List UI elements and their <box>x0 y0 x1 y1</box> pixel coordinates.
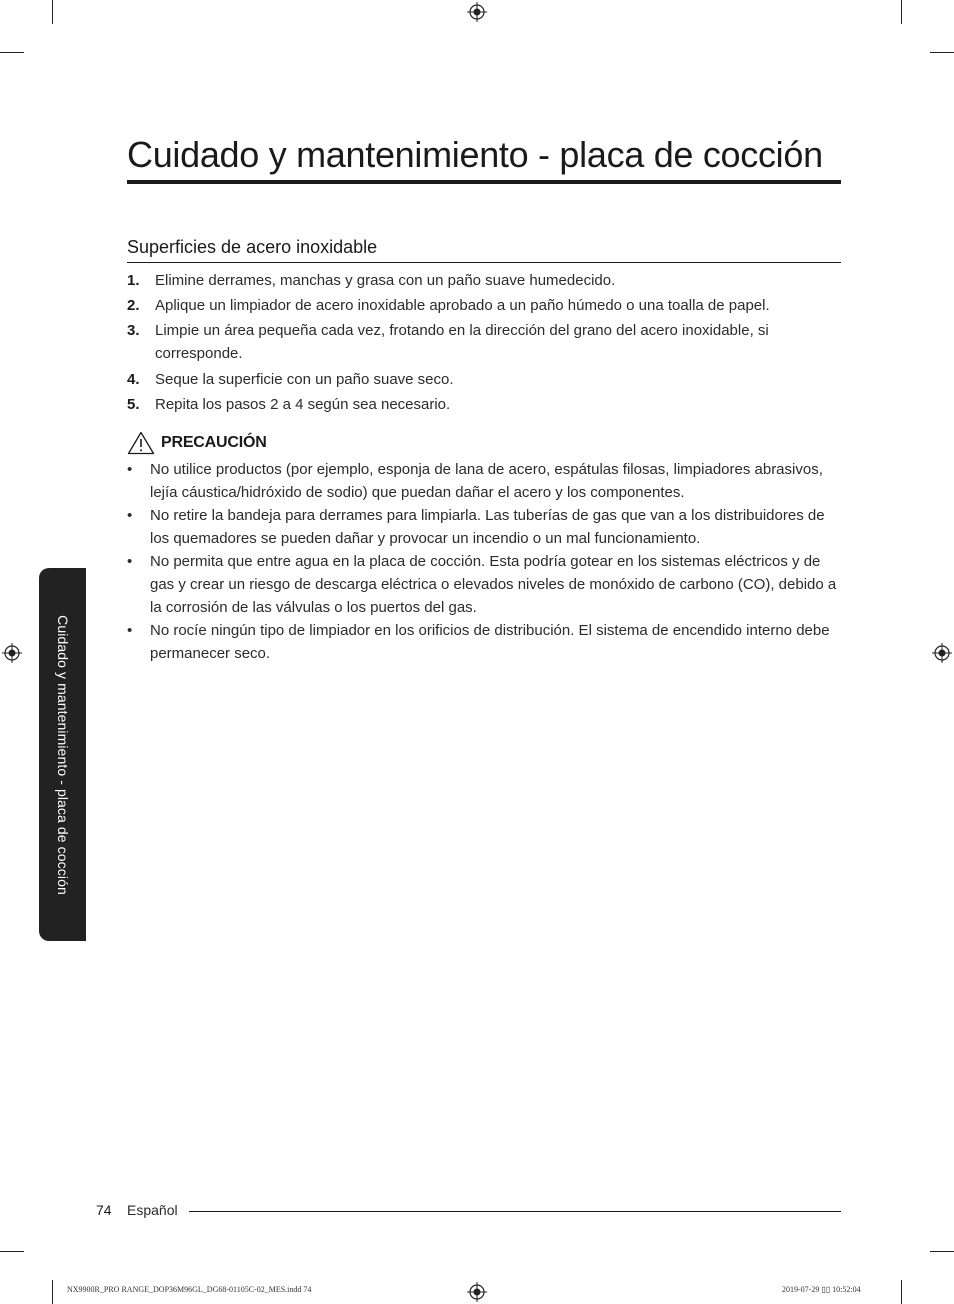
bullet-dot: • <box>127 507 133 524</box>
section-heading: Superficies de acero inoxidable <box>127 237 378 257</box>
crop-mark-top-left-h <box>0 52 24 53</box>
crop-mark-top-left-v <box>52 0 53 24</box>
warning-triangle-icon <box>127 431 155 455</box>
step-number: 1. <box>127 272 140 289</box>
caution-item <box>127 504 841 550</box>
registration-mark-icon <box>467 1282 487 1302</box>
step-item <box>127 269 841 292</box>
registration-mark-icon <box>467 2 487 22</box>
bullet-dot: • <box>127 553 133 570</box>
crop-mark-bottom-right-h <box>930 1251 954 1252</box>
step-number: 3. <box>127 322 140 339</box>
caution-text: No rocíe ningún tipo de limpiador en los orificios de distribución. El sistema de encendido interno debe permanecer seco. <box>150 622 830 662</box>
crop-mark-bottom-right-v <box>901 1280 902 1304</box>
step-item <box>127 294 841 317</box>
step-text: Repita los pasos 2 a 4 según sea necesario. <box>155 396 451 413</box>
step-number: 4. <box>127 371 140 388</box>
footer-rule <box>189 1211 841 1212</box>
step-item <box>127 319 841 365</box>
bullet-dot: • <box>127 461 133 478</box>
crop-mark-bottom-left-h <box>0 1251 24 1252</box>
caution-item <box>127 458 841 504</box>
registration-mark-icon <box>2 643 22 663</box>
chapter-side-tab-label: Cuidado y mantenimiento - placa de cocción <box>54 614 71 895</box>
caution-header <box>127 430 267 456</box>
step-text: Aplique un limpiador de acero inoxidable aprobado a un paño húmedo o una toalla de papel. <box>155 297 770 314</box>
caution-item <box>127 619 841 665</box>
crop-mark-bottom-left-v <box>52 1280 53 1304</box>
caution-text: No retire la bandeja para derrames para limpiarla. Las tuberías de gas que van a los distribuidores de los quemadores se pueden dañar y provocar un incendio o un mal funcionamiento. <box>150 507 825 547</box>
registration-mark-icon <box>932 643 952 663</box>
steps-list <box>127 269 841 418</box>
caution-item <box>127 550 841 619</box>
step-number: 2. <box>127 297 140 314</box>
step-item <box>127 368 841 391</box>
title-rule <box>127 180 841 184</box>
step-text: Limpie un área pequeña cada vez, frotando en la dirección del grano del acero inoxidable, si corresponde. <box>155 322 769 362</box>
footer-language: Español <box>127 1202 178 1218</box>
step-number: 5. <box>127 396 140 413</box>
caution-list <box>127 458 841 665</box>
caution-text: No permita que entre agua en la placa de cocción. Esta podría gotear en los sistemas eléctricos y de gas y crear un riesgo de descarga eléctrica o elevados niveles de monóxido de carbono (CO), debido a la corrosión de las válvulas o los puertos del gas. <box>150 553 837 616</box>
step-text: Seque la superficie con un paño suave seco. <box>155 371 454 388</box>
print-slug-file: NX9900R_PRO RANGE_DOP36M96GL_DG68-01105C-02_MES.indd 74 <box>67 1285 312 1294</box>
page-title: Cuidado y mantenimiento - placa de cocción <box>127 134 823 175</box>
step-item <box>127 393 841 416</box>
caution-label: PRECAUCIÓN <box>161 434 267 451</box>
print-slug-date: 2019-07-29 ▯▯ 10:52:04 <box>782 1285 861 1294</box>
crop-mark-top-right-v <box>901 0 902 24</box>
chapter-side-tab <box>39 568 86 941</box>
caution-text: No utilice productos (por ejemplo, esponja de lana de acero, espátulas filosas, limpiadores abrasivos, lejía cáustica/hidróxido de sodio) que puedan dañar el acero y los componentes. <box>150 461 823 501</box>
step-text: Elimine derrames, manchas y grasa con un paño suave humedecido. <box>155 272 616 289</box>
section-rule <box>127 262 841 263</box>
crop-mark-top-right-h <box>930 52 954 53</box>
page-number: 74 <box>96 1202 112 1218</box>
bullet-dot: • <box>127 622 133 639</box>
